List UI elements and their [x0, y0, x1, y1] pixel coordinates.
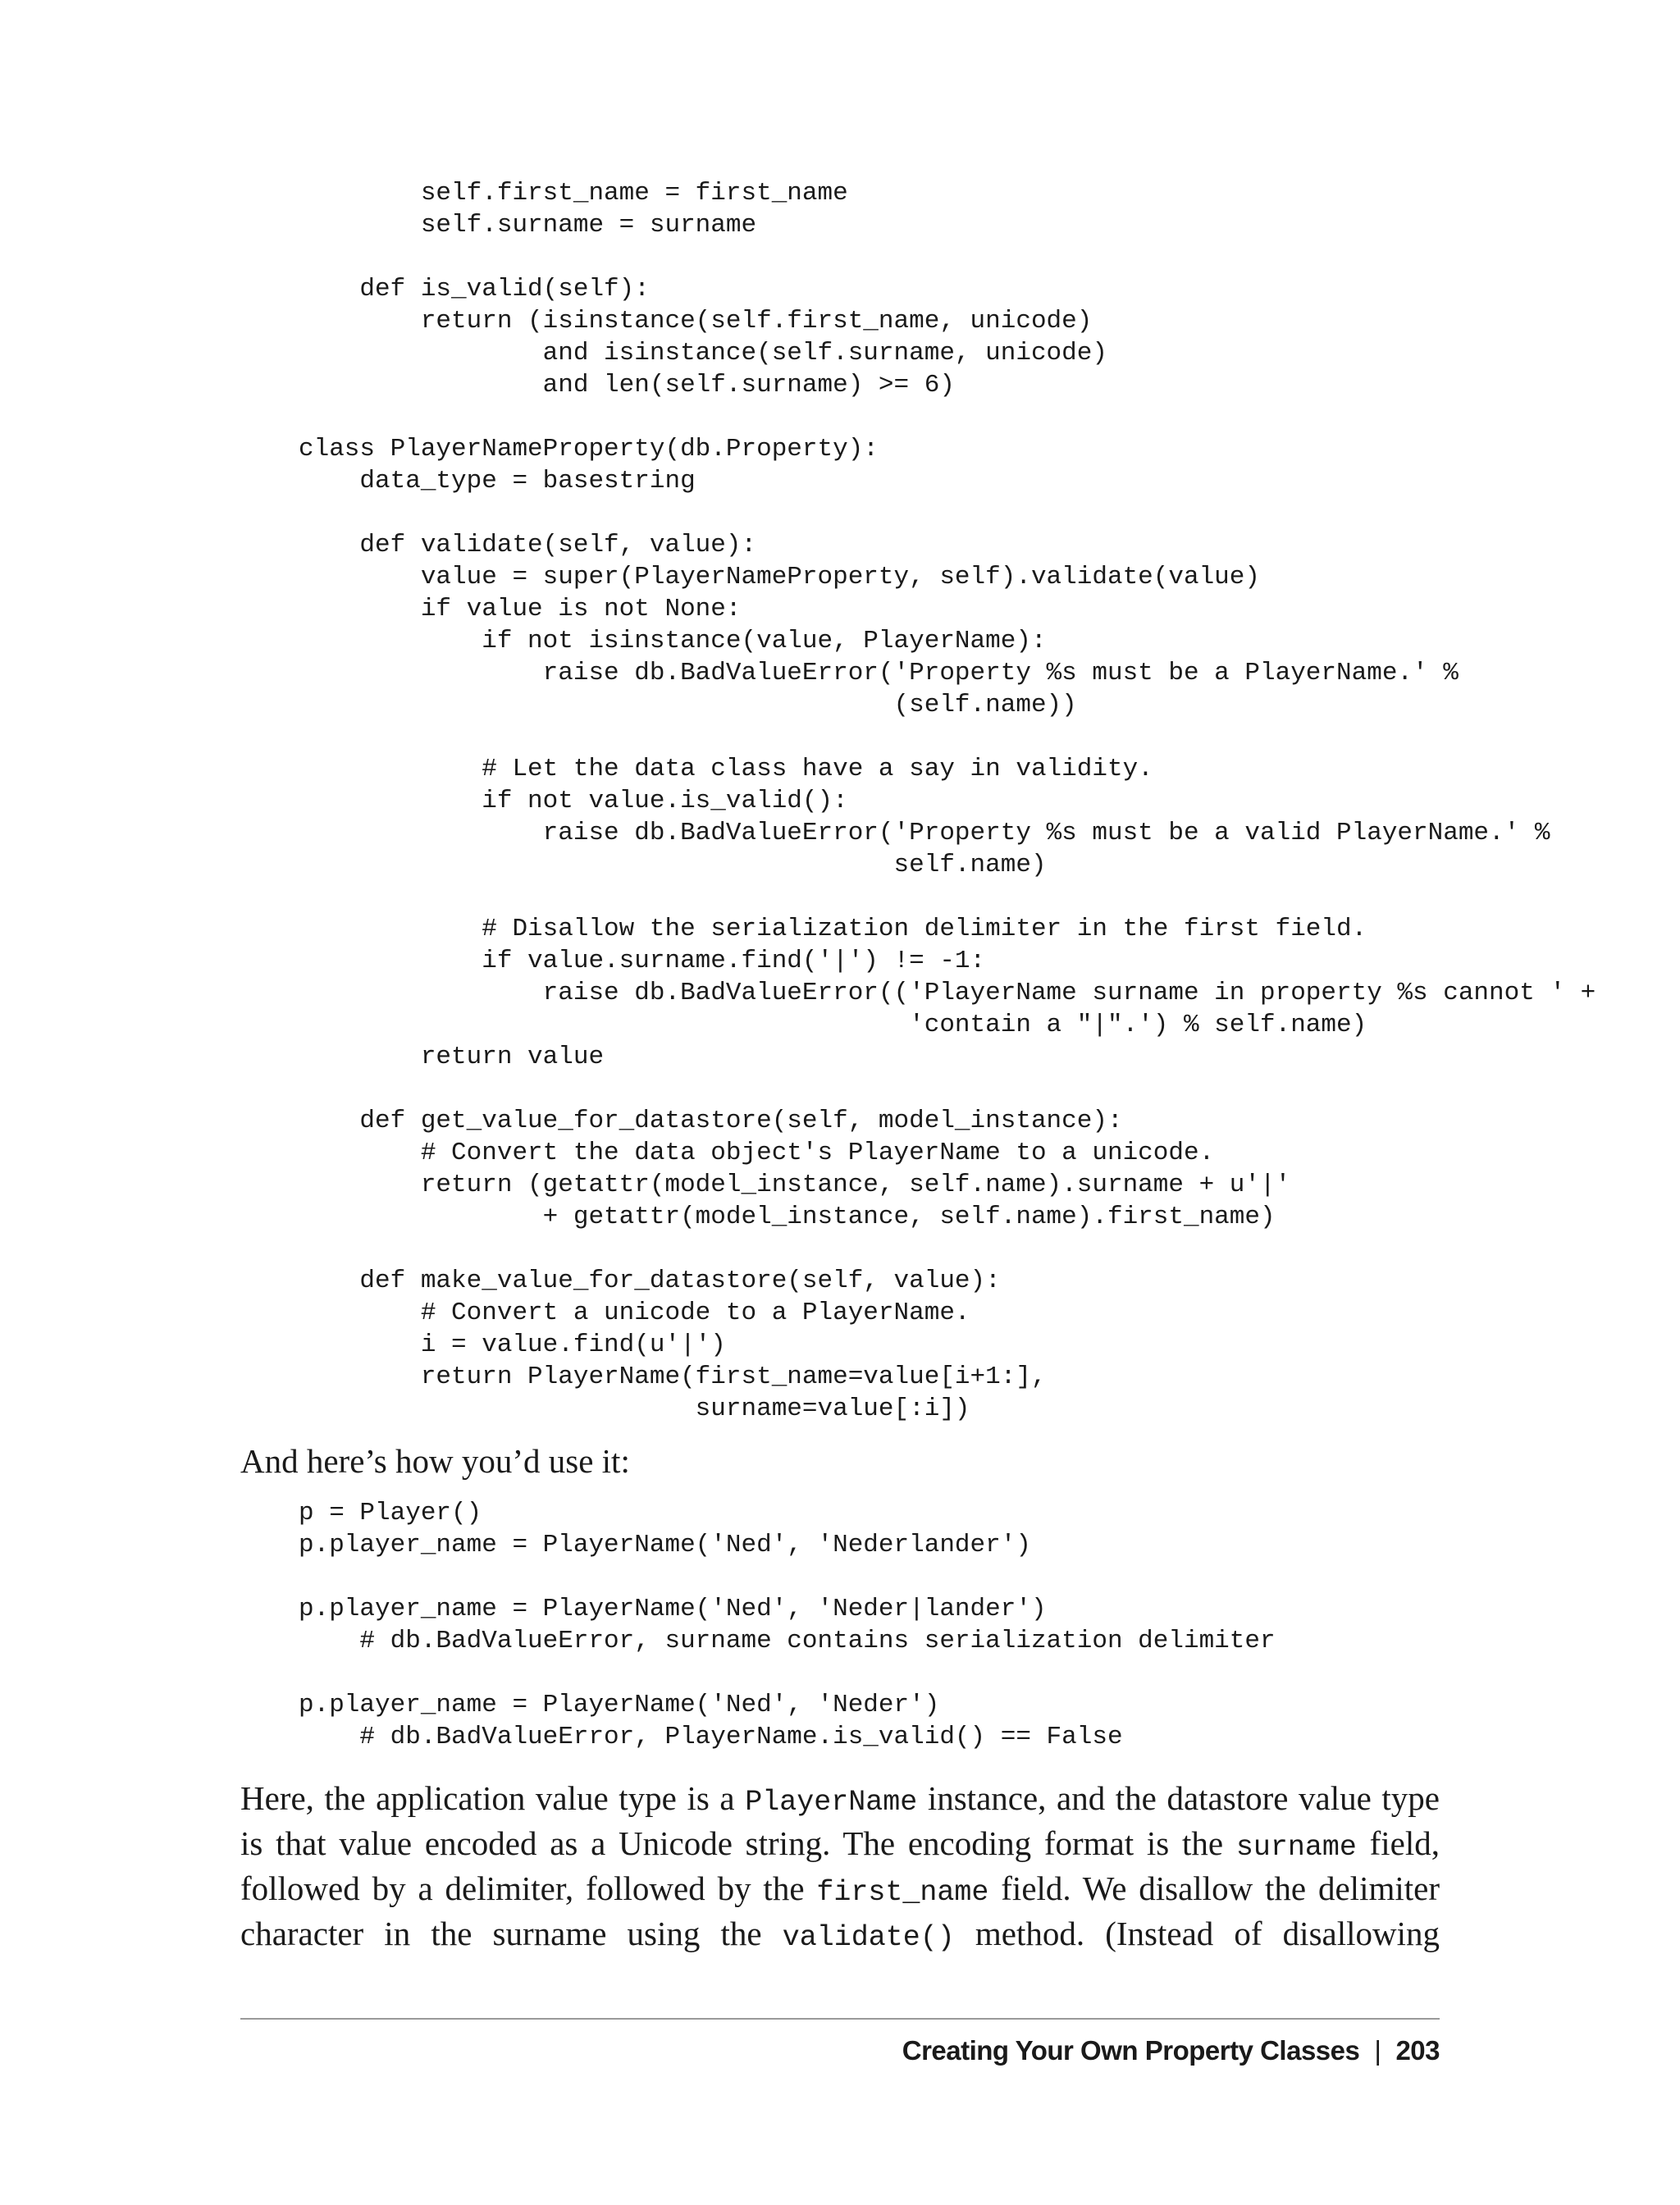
code-block-property-class: self.first_name = first_name self.surname = surname def is_valid(self): return (isinstance(self.first_name, unicode) and isinstance(self.surname, unicode) and len(self.surname) >= 6) class PlayerNameProperty(db.Property): data_type = basestring def validate(self, value): value = super(PlayerNameProperty, self).validate(value) if value is not None: if not isinstance(value, PlayerName): raise db.BadValueError('Property %s must be a PlayerName.' % (self.name)) # Let the data class have a say in validity. if not value.is_valid(): raise db.BadValueError('Property %s must be a valid PlayerName.' % self.name) # Disallow the serialization delimiter in the first field. if value.surname.find('|') != -1: raise db.BadValueError(('PlayerName surname in property %s cannot ' + 'contain a "|".') % self.name) return value def get_value_for_datastore(self, model_instance): # Convert the data object's PlayerName to a unicode. return (getattr(model_instance, self.name).surname + u'|' + getattr(model_instance, self.name).first_name) def make_value_for_datastore(self, value): # Convert a unicode to a PlayerName. i = value.find(u'|') return PlayerName(first_name=value[i+1:], surname=value[:i])	[299, 179, 1596, 1423]
paragraph-text: field, followed by a delimiter, followed by the	[240, 1824, 1440, 1907]
footer-section-title: Creating Your Own Property Classes	[902, 2035, 1360, 2066]
inline-code-first-name: first_name	[816, 1876, 989, 1909]
code-block-usage-example: p = Player() p.player_name = PlayerName('Ned', 'Nederlander') p.player_name = PlayerName('Ned', 'Neder|lander') # db.BadValueError, surname contains serialization delimiter p.player_name = PlayerName('Ned', 'Neder') # db.BadValueError, PlayerName.is_valid() == False	[299, 1499, 1276, 1751]
paragraph-text: field. We disallow the delimiter character in the surname using the	[240, 1869, 1440, 1952]
footer-separator: |	[1374, 2035, 1381, 2066]
intro-sentence: And here’s how you’d use it:	[240, 1442, 630, 1480]
inline-code-playername: PlayerName	[745, 1786, 918, 1819]
running-footer	[902, 2031, 1440, 2070]
page-number: 203	[1395, 2035, 1440, 2066]
body-paragraph	[240, 1778, 1440, 1958]
paragraph-text: Here, the application value type is a	[240, 1779, 746, 1817]
paragraph-text: method. (Instead of disallowing	[954, 1915, 1440, 1952]
inline-code-validate: validate()	[782, 1921, 955, 1954]
paragraph-text: instance, and the datastore value type is that value encoded as a Unicode string. The encoding format is the	[240, 1779, 1440, 1862]
inline-code-surname: surname	[1235, 1831, 1357, 1864]
footer-rule	[240, 2018, 1440, 2020]
